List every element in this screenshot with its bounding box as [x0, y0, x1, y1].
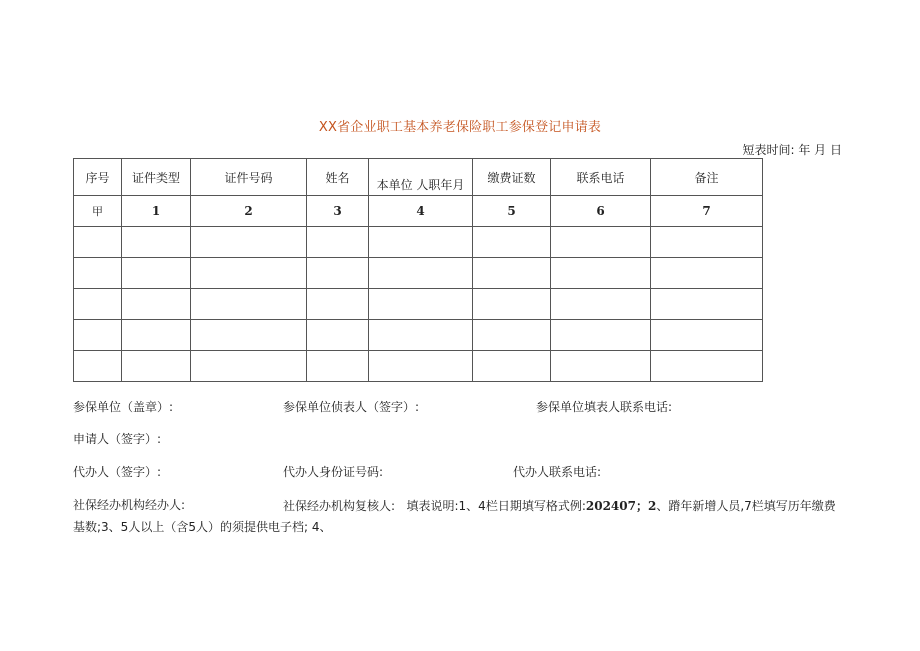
table-cell[interactable] — [307, 258, 369, 289]
table-cell[interactable] — [74, 289, 122, 320]
header-phone: 联系电话 — [551, 159, 651, 196]
index-cell: 3 — [307, 196, 369, 227]
header-id-type: 证件类型 — [122, 159, 191, 196]
header-name: 姓名 — [307, 159, 369, 196]
registration-table — [73, 158, 763, 382]
table-cell[interactable] — [651, 351, 763, 382]
form-title: XX省企业职工基本养老保险职工参保登记申请表 — [318, 120, 602, 135]
table-cell[interactable] — [369, 227, 473, 258]
table-cell[interactable] — [191, 320, 307, 351]
table-cell[interactable] — [307, 351, 369, 382]
header-contribution-certs: 缴费证数 — [473, 159, 551, 196]
table-cell[interactable] — [122, 258, 191, 289]
table-cell[interactable] — [473, 258, 551, 289]
table-cell[interactable] — [74, 258, 122, 289]
table-cell[interactable] — [74, 227, 122, 258]
handler-label: 社保经办机构经办人: — [73, 498, 186, 512]
table-cell[interactable] — [651, 289, 763, 320]
instructions-label: 填表说明: — [406, 499, 459, 513]
unit-rep-label: 参保单位侦表人（签字）: — [283, 400, 420, 414]
table-cell[interactable] — [651, 227, 763, 258]
header-id-number: 证件号码 — [191, 159, 307, 196]
table-cell[interactable] — [307, 320, 369, 351]
table-row — [74, 227, 763, 258]
table-cell[interactable] — [551, 320, 651, 351]
table-cell[interactable] — [122, 320, 191, 351]
instructions-part-1: 1、4栏日期填写格式例: — [458, 499, 586, 513]
table-cell[interactable] — [551, 289, 651, 320]
unit-filler-phone-label: 参保单位填表人联系电话: — [536, 400, 673, 414]
instructions-block — [73, 496, 843, 538]
index-cell: 6 — [551, 196, 651, 227]
table-row — [74, 320, 763, 351]
unit-seal-label: 参保单位（盖章）: — [73, 400, 174, 414]
table-cell[interactable] — [122, 227, 191, 258]
table-cell[interactable] — [551, 227, 651, 258]
header-index: 序号 — [74, 159, 122, 196]
agent-phone-label: 代办人联系电话: — [513, 465, 602, 479]
table-cell[interactable] — [369, 258, 473, 289]
table-cell[interactable] — [473, 289, 551, 320]
table-row — [74, 258, 763, 289]
table-row — [74, 289, 763, 320]
table-cell[interactable] — [551, 258, 651, 289]
table-cell[interactable] — [651, 320, 763, 351]
table-cell[interactable] — [651, 258, 763, 289]
index-cell: 4 — [369, 196, 473, 227]
table-cell[interactable] — [122, 351, 191, 382]
table-index-row — [74, 196, 763, 227]
fill-date: 短表时间: 年 月 日 — [742, 143, 842, 157]
index-cell: 甲 — [74, 196, 122, 227]
table-cell[interactable] — [74, 320, 122, 351]
table-cell[interactable] — [307, 289, 369, 320]
table-cell[interactable] — [369, 320, 473, 351]
table-cell[interactable] — [74, 351, 122, 382]
table-header-row — [74, 159, 763, 196]
table-row — [74, 351, 763, 382]
agent-id-label: 代办人身份证号码: — [283, 465, 384, 479]
index-cell: 2 — [191, 196, 307, 227]
table-cell[interactable] — [551, 351, 651, 382]
reviewer-label: 社保经办机构复核人: — [283, 499, 396, 513]
table-cell[interactable] — [191, 227, 307, 258]
table-cell[interactable] — [122, 289, 191, 320]
applicant-label: 申请人（签字）: — [73, 432, 162, 446]
table-cell[interactable] — [307, 227, 369, 258]
index-cell: 7 — [651, 196, 763, 227]
instructions-part-4: 4、 — [311, 520, 332, 534]
header-remarks: 备注 — [651, 159, 763, 196]
header-join-date: 本单位 人职年月 — [369, 159, 473, 196]
table-cell[interactable] — [369, 351, 473, 382]
instructions-part-3: 、蹐年新增人员,7栏填写历年缴费基数;3、5人以上（含5人）的须提供电子档; — [73, 499, 836, 534]
table-cell[interactable] — [191, 258, 307, 289]
table-cell[interactable] — [473, 320, 551, 351]
table-cell[interactable] — [369, 289, 473, 320]
table-cell[interactable] — [191, 351, 307, 382]
index-cell: 5 — [473, 196, 551, 227]
instructions-part-2: 202407；2 — [585, 499, 657, 513]
table-cell[interactable] — [473, 227, 551, 258]
index-cell: 1 — [122, 196, 191, 227]
table-cell[interactable] — [473, 351, 551, 382]
agent-label: 代办人（签字）: — [73, 465, 162, 479]
table-cell[interactable] — [191, 289, 307, 320]
